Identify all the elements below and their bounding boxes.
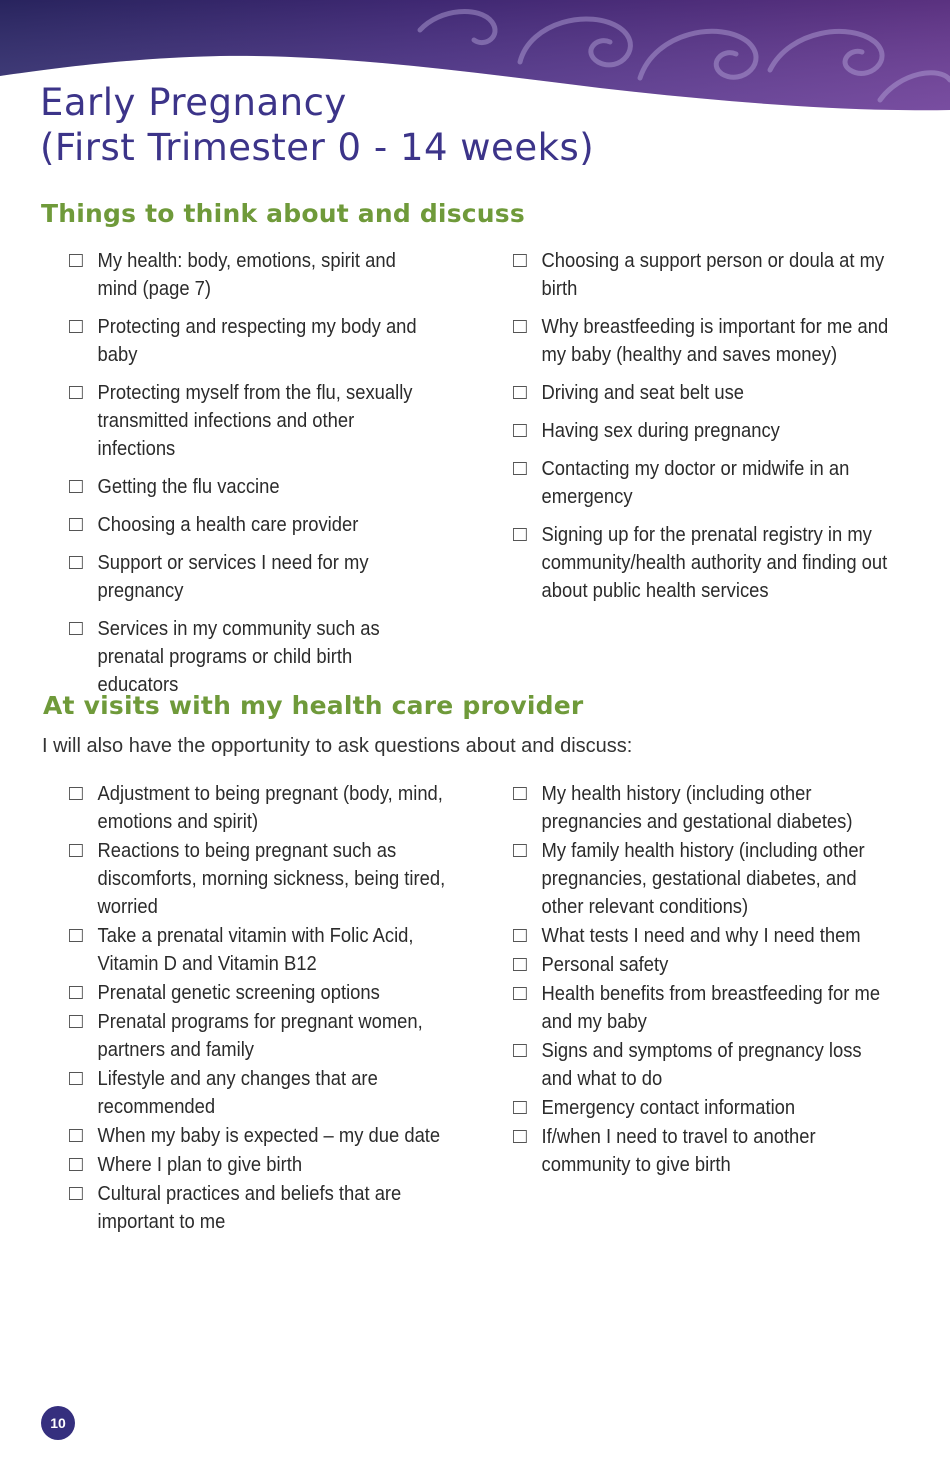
checkbox[interactable]	[69, 320, 83, 333]
checklist-item-label: If/when I need to travel to another community to give birth	[541, 1126, 816, 1176]
checklist-item	[513, 837, 890, 921]
checklist-item	[69, 247, 437, 303]
checkbox[interactable]	[69, 1129, 83, 1142]
checklist-item	[513, 417, 890, 445]
checkbox[interactable]	[513, 320, 527, 333]
checkbox[interactable]	[69, 1072, 83, 1085]
checklist-item-label: My health history (including other pregnancies and gestational diabetes)	[541, 783, 853, 833]
checkbox[interactable]	[69, 844, 83, 857]
checklist-item	[513, 521, 890, 605]
page-number-badge: 10	[41, 1406, 75, 1440]
checkbox[interactable]	[513, 929, 527, 942]
checklist-item	[69, 615, 437, 699]
checkbox[interactable]	[513, 386, 527, 399]
checklist-item	[513, 951, 890, 979]
checklist-item-label: Contacting my doctor or midwife in an emergency	[541, 458, 850, 508]
checklist-item-label: My health: body, emotions, spirit and mind (page 7)	[97, 250, 396, 300]
checklist-item	[69, 922, 446, 978]
checklist-item-label: Services in my community such as prenatal programs or child birth educators	[97, 618, 380, 696]
checkbox[interactable]	[69, 1187, 83, 1200]
checkbox[interactable]	[69, 556, 83, 569]
checklist-item-label: Signing up for the prenatal registry in my community/health authority and finding out about public health services	[541, 524, 888, 602]
checkbox[interactable]	[513, 424, 527, 437]
checklist-item	[513, 379, 890, 407]
checklist-item-label: Adjustment to being pregnant (body, mind, emotions and spirit)	[97, 783, 443, 833]
checkbox[interactable]	[69, 518, 83, 531]
checkbox[interactable]	[513, 528, 527, 541]
checklist-item-label: Choosing a support person or doula at my birth	[541, 250, 885, 300]
checkbox[interactable]	[513, 254, 527, 267]
checklist-provider-right	[513, 780, 923, 1180]
checklist-item	[69, 1151, 446, 1179]
checkbox[interactable]	[513, 1130, 527, 1143]
checkbox[interactable]	[69, 386, 83, 399]
checklist-item-label: Driving and seat belt use	[541, 382, 745, 404]
checklist-item-label: Choosing a health care provider	[97, 514, 359, 536]
checklist-item-label: Health benefits from breastfeeding for me and my baby	[541, 983, 881, 1033]
checklist-provider-left	[69, 780, 479, 1237]
checklist-item-label: Protecting and respecting my body and baby	[97, 316, 417, 366]
checklist-item	[513, 455, 890, 511]
checklist-item-label: Prenatal genetic screening options	[97, 982, 380, 1004]
checkbox[interactable]	[513, 462, 527, 475]
checklist-item-label: Where I plan to give birth	[97, 1154, 303, 1176]
checkbox[interactable]	[513, 1101, 527, 1114]
checklist-item	[513, 247, 890, 303]
checklist-item	[69, 549, 437, 605]
section-heading-think-discuss: Things to think about and discuss	[41, 199, 525, 228]
checklist-item-label: Having sex during pregnancy	[541, 420, 780, 442]
checklist-item-label: Getting the flu vaccine	[97, 476, 280, 498]
checklist-item	[513, 1123, 890, 1179]
section-intro: I will also have the opportunity to ask questions about and discuss:	[42, 735, 633, 757]
checkbox[interactable]	[69, 622, 83, 635]
checkbox[interactable]	[513, 787, 527, 800]
checklist-item-label: Protecting myself from the flu, sexually transmitted infections and other infections	[97, 382, 413, 460]
checkbox[interactable]	[69, 929, 83, 942]
checklist-item-label: Reactions to being pregnant such as discomforts, morning sickness, being tired, worried	[97, 840, 446, 918]
checklist-item-label: Personal safety	[541, 954, 669, 976]
checklist-item-label: Support or services I need for my pregnancy	[97, 552, 369, 602]
checklist-think-discuss-right	[513, 247, 923, 615]
checklist-item-label: Prenatal programs for pregnant women, partners and family	[97, 1011, 423, 1061]
checklist-item-label: What tests I need and why I need them	[541, 925, 861, 947]
checklist-think-discuss-left	[69, 247, 469, 709]
checklist-item-label: Cultural practices and beliefs that are important to me	[97, 1183, 402, 1233]
checkbox[interactable]	[513, 987, 527, 1000]
checklist-item-label: Take a prenatal vitamin with Folic Acid, Vitamin D and Vitamin B12	[97, 925, 414, 975]
checklist-item-label: Lifestyle and any changes that are recommended	[97, 1068, 378, 1118]
checklist-item	[513, 780, 890, 836]
checklist-item-label: When my baby is expected – my due date	[97, 1125, 441, 1147]
checklist-item-label: My family health history (including other pregnancies, gestational diabetes, and other relevant conditions)	[541, 840, 865, 918]
checklist-item	[69, 837, 446, 921]
checklist-item	[69, 313, 437, 369]
checkbox[interactable]	[69, 986, 83, 999]
checklist-item	[69, 780, 446, 836]
checkbox[interactable]	[513, 844, 527, 857]
title-line-1: Early Pregnancy	[40, 81, 347, 124]
checkbox[interactable]	[69, 254, 83, 267]
title-line-2: (First Trimester 0 - 14 weeks)	[40, 126, 595, 169]
checklist-item	[69, 979, 446, 1007]
checklist-item	[513, 1094, 890, 1122]
checkbox[interactable]	[513, 1044, 527, 1057]
checklist-item	[69, 473, 437, 501]
checklist-item	[513, 313, 890, 369]
checklist-item	[69, 1008, 446, 1064]
checklist-item	[69, 1180, 446, 1236]
checklist-item	[69, 511, 437, 539]
checklist-item	[69, 1122, 446, 1150]
checklist-item	[69, 379, 437, 463]
checkbox[interactable]	[69, 1015, 83, 1028]
section-heading-provider-visits: At visits with my health care provider	[43, 691, 584, 720]
checkbox[interactable]	[513, 958, 527, 971]
checklist-item-label: Why breastfeeding is important for me and my baby (healthy and saves money)	[541, 316, 889, 366]
checklist-item	[513, 1037, 890, 1093]
checklist-item	[69, 1065, 446, 1121]
page-title	[40, 80, 594, 170]
checkbox[interactable]	[69, 787, 83, 800]
checklist-item	[513, 922, 890, 950]
checklist-item	[513, 980, 890, 1036]
checklist-item-label: Emergency contact information	[541, 1097, 796, 1119]
checkbox[interactable]	[69, 480, 83, 493]
checkbox[interactable]	[69, 1158, 83, 1171]
checklist-item-label: Signs and symptoms of pregnancy loss and what to do	[541, 1040, 862, 1090]
